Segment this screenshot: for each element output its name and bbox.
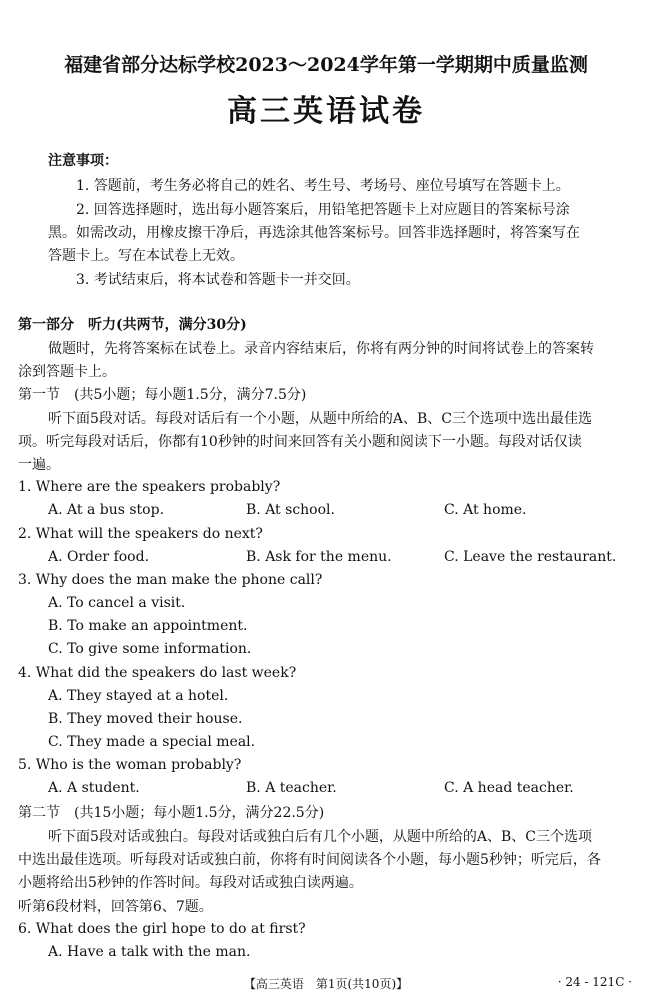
q2-option-c: C. Leave the restaurant.: [444, 549, 617, 565]
q3-option-a: A. To cancel a visit.: [48, 595, 186, 611]
question-6: 6. What does the girl hope to do at first?: [18, 921, 306, 937]
notice-heading: 注意事项：: [48, 153, 118, 169]
page-footer: 【高三英语 第1页(共10页)】: [243, 977, 409, 991]
q5-option-a: A. A student.: [48, 780, 140, 796]
notice-item-3: 3. 考试结束后，将本试卷和答题卡一并交回。: [76, 272, 360, 288]
q4-option-c: C. They made a special meal.: [48, 734, 256, 750]
part1-intro-line1: 做题时，先将答案标在试卷上。录音内容结束后，你将有两分钟的时间将试卷上的答案转: [48, 341, 594, 357]
q2-option-a: A. Order food.: [48, 549, 150, 565]
q1-option-b: B. At school.: [246, 502, 335, 518]
section1-line3: 一遍。: [18, 457, 60, 473]
section1-line1: 听下面5段对话。每段对话后有一个小题，从题中所给的A、B、C三个选项中选出最佳选: [48, 411, 593, 427]
exam-title: 高三英语试卷: [227, 94, 425, 129]
question-5: 5. Who is the woman probably?: [18, 757, 242, 773]
notice-item-2-line2: 黑。如需改动，用橡皮擦干净后，再选涂其他答案标号。回答非选择题时，将答案写在: [48, 225, 580, 241]
section2-line1: 听下面5段对话或独白。每段对话或独白后有几个小题，从题中所给的A、B、C三个选项: [48, 829, 593, 845]
q3-option-c: C. To give some information.: [48, 641, 252, 657]
material-6-instruction: 听第6段材料，回答第6、7题。: [18, 899, 213, 915]
section2-line3: 小题将给出5秒钟的作答时间。每段对话或独白读两遍。: [18, 875, 363, 891]
notice-item-2-line1: 2. 回答选择题时，选出每小题答案后，用铅笔把答题卡上对应题目的答案标号涂: [76, 202, 570, 218]
section1-line2: 项。听完每段对话后，你都有10秒钟的时间来回答有关小题和阅读下一小题。每段对话仅读: [18, 434, 582, 450]
q2-option-b: B. Ask for the menu.: [246, 549, 392, 565]
section2-line2: 中选出最佳选项。听每段对话或独白前，你将有时间阅读各个小题，每小题5秒钟；听完后，各: [18, 852, 601, 868]
exam-title-line1: 福建省部分达标学校2023～2024学年第一学期期中质量监测: [64, 54, 588, 76]
exam-code: · 24 - 121C ·: [557, 975, 632, 989]
q5-option-b: B. A teacher.: [246, 780, 337, 796]
q1-option-c: C. At home.: [444, 502, 527, 518]
section2-heading: 第二节 (共15小题；每小题1.5分，满分22.5分): [18, 805, 325, 821]
question-4: 4. What did the speakers do last week?: [18, 665, 297, 681]
part1-heading: 第一部分 听力(共两节，满分30分): [18, 317, 247, 333]
q6-option-a: A. Have a talk with the man.: [48, 944, 251, 960]
q4-option-a: A. They stayed at a hotel.: [48, 688, 229, 704]
q3-option-b: B. To make an appointment.: [48, 618, 248, 634]
q5-option-c: C. A head teacher.: [444, 780, 574, 796]
q1-option-a: A. At a bus stop.: [48, 502, 165, 518]
question-1: 1. Where are the speakers probably?: [18, 479, 281, 495]
part1-intro-line2: 涂到答题卡上。: [18, 364, 116, 380]
q4-option-b: B. They moved their house.: [48, 711, 243, 727]
question-3: 3. Why does the man make the phone call?: [18, 572, 323, 588]
notice-item-2-line3: 答题卡上。写在本试卷上无效。: [48, 248, 244, 264]
section1-heading: 第一节 (共5小题；每小题1.5分，满分7.5分): [18, 387, 307, 403]
question-2: 2. What will the speakers do next?: [18, 526, 263, 542]
notice-item-1: 1. 答题前，考生务必将自己的姓名、考生号、考场号、座位号填写在答题卡上。: [76, 178, 570, 194]
